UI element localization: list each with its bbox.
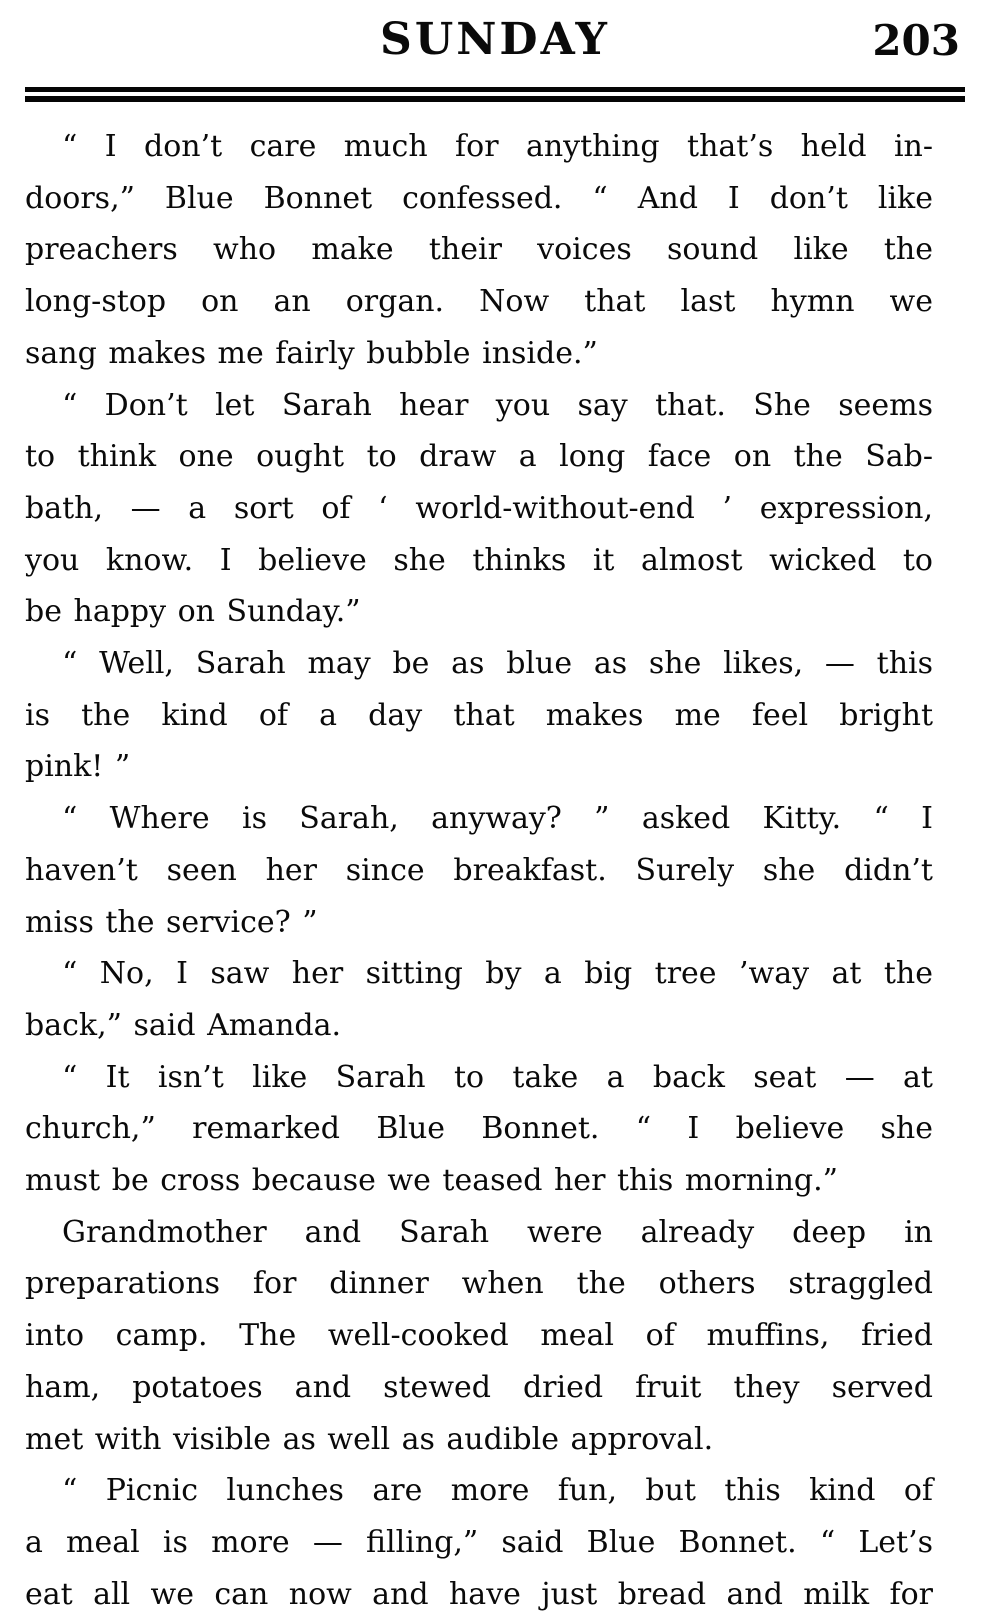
- text-line: pink! ”: [25, 749, 131, 785]
- text-line: eat all we can now and have just bread and milk for: [25, 1576, 933, 1612]
- text-line: doors,” Blue Bonnet confessed. “ And I don’t like: [25, 180, 933, 216]
- page-number: 203: [872, 16, 960, 65]
- text-line: “ Where is Sarah, anyway? ” asked Kitty. “ I: [62, 801, 933, 837]
- paragraph: [25, 1465, 933, 1620]
- text-line: church,” remarked Blue Bonnet. “ I believe she: [25, 1111, 933, 1147]
- double-rule: [25, 87, 965, 102]
- text-line: bath, — a sort of ‘ world-without-end ’ expression,: [25, 490, 933, 526]
- text-line: “ Don’t let Sarah hear you say that. She seems: [62, 387, 933, 423]
- text-line: “ I don’t care much for anything that’s held in-: [62, 129, 933, 164]
- paragraph: [25, 1207, 933, 1466]
- rule-bottom-line: [25, 96, 965, 102]
- text-line: a meal is more — filling,” said Blue Bonnet. “ Let’s: [25, 1524, 933, 1560]
- text-line: back,” said Amanda.: [25, 1007, 342, 1043]
- text-line: ham, potatoes and stewed dried fruit they served: [25, 1369, 933, 1405]
- rule-top-line: [25, 87, 965, 92]
- text-line: you know. I believe she thinks it almost wicked to: [25, 542, 933, 578]
- text-line: be happy on Sunday.”: [25, 594, 361, 630]
- text-line: miss the service? ”: [25, 904, 318, 940]
- text-line: preachers who make their voices sound like the: [25, 232, 933, 268]
- text-line: is the kind of a day that makes me feel bright: [25, 697, 933, 733]
- text-line: met with visible as well as audible approval.: [25, 1421, 714, 1457]
- paragraph: [25, 638, 933, 793]
- text-line: long-stop on an organ. Now that last hymn we: [25, 284, 933, 320]
- running-title: SUNDAY: [380, 14, 610, 65]
- paragraph: [25, 1052, 933, 1207]
- paragraph: [25, 121, 933, 380]
- text-line: “ Picnic lunches are more fun, but this kind of: [62, 1473, 933, 1509]
- text-line: “ No, I saw her sitting by a big tree ’way at the: [62, 956, 933, 992]
- page-body: [25, 121, 933, 1620]
- paragraph: [25, 948, 933, 1051]
- text-line: must be cross because we teased her this morning.”: [25, 1163, 839, 1199]
- text-line: Grandmother and Sarah were already deep in: [62, 1214, 933, 1250]
- text-line: into camp. The well-cooked meal of muffins, fried: [25, 1318, 933, 1354]
- paragraph: [25, 380, 933, 639]
- text-line: preparations for dinner when the others straggled: [25, 1266, 933, 1302]
- text-line: “ It isn’t like Sarah to take a back seat — at: [62, 1059, 933, 1095]
- paragraph: [25, 793, 933, 948]
- text-line: haven’t seen her since breakfast. Surely she didn’t: [25, 852, 933, 888]
- text-line: “ Well, Sarah may be as blue as she likes, — this: [62, 646, 933, 682]
- text-line: to think one ought to draw a long face on the Sab-: [25, 439, 933, 475]
- page-header: [25, 14, 965, 70]
- text-line: sang makes me fairly bubble inside.”: [25, 335, 598, 371]
